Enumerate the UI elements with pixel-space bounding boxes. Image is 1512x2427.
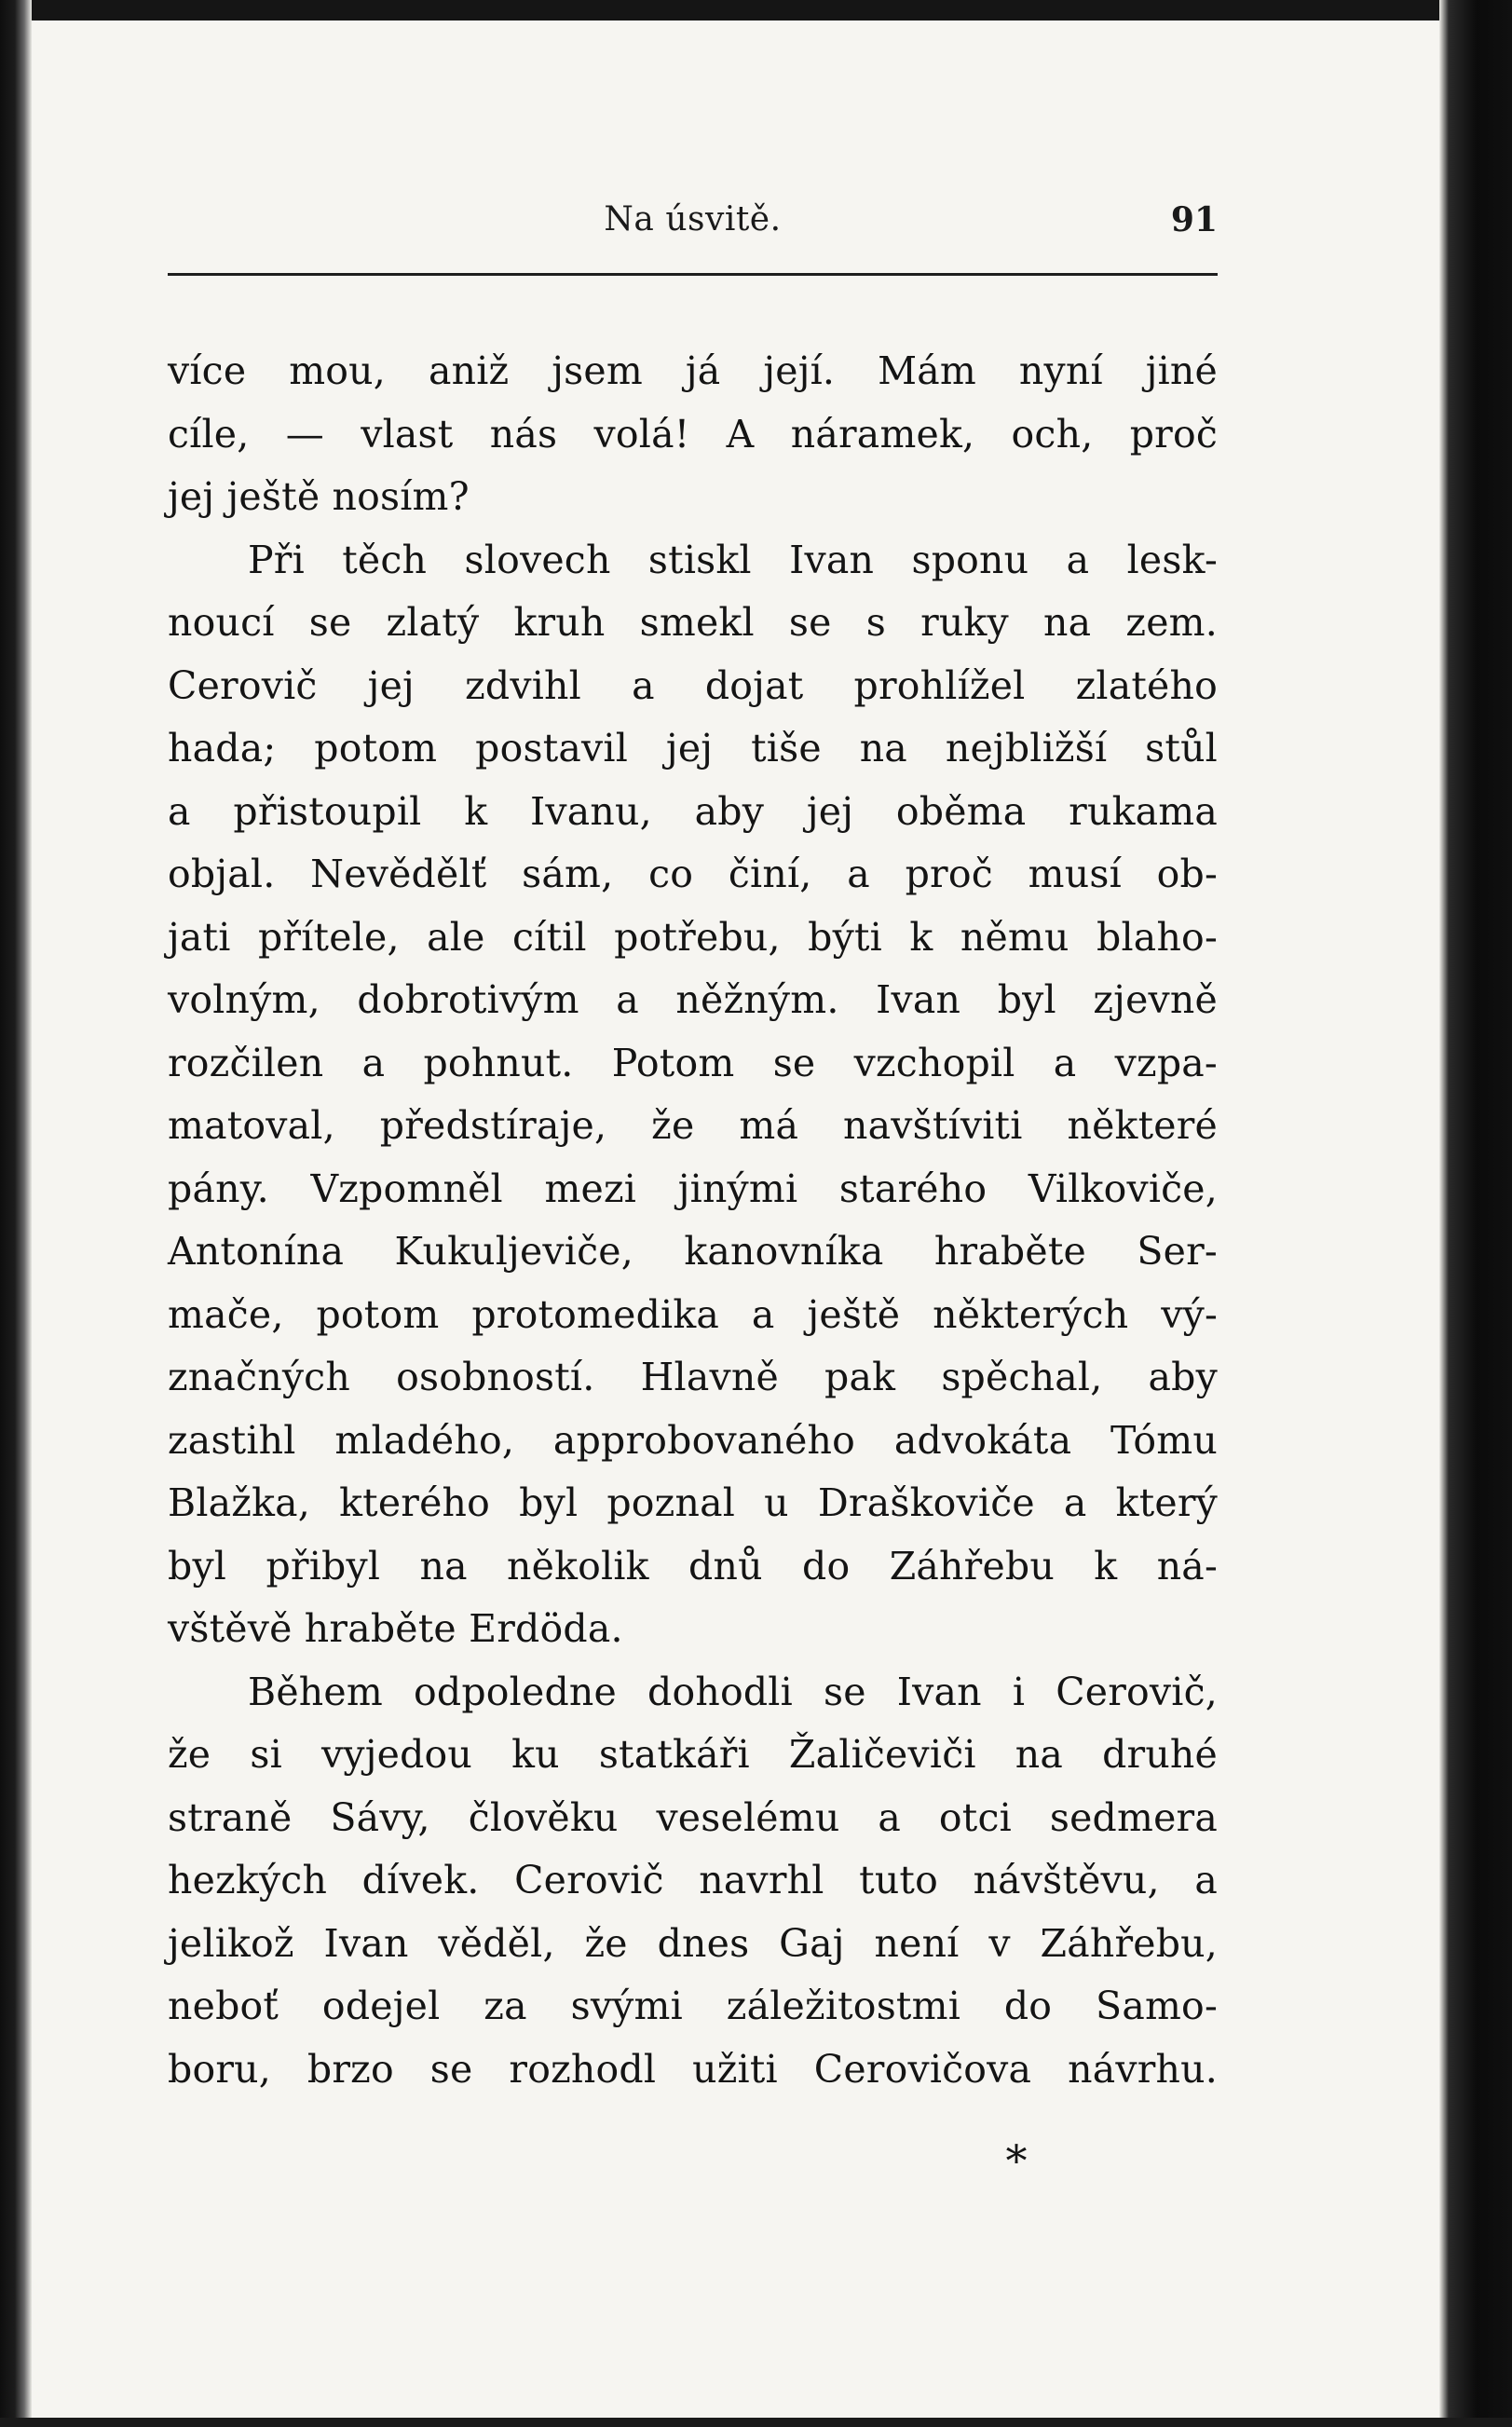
body-text [168, 340, 1218, 2101]
text-line: že si vyjedou ku statkáři Žaličeviči na druhé [168, 1732, 1218, 1777]
text-line: pány. Vzpomněl mezi jinými starého Vilkoviče, [168, 1166, 1218, 1211]
text-line: noucí se zlatý kruh smekl se s ruky na zem. [168, 600, 1218, 645]
text-line: hada; potom postavil jej tiše na nejbližší stůl [168, 726, 1218, 770]
text-line: boru, brzo se rozhodl užiti Cerovičova návrhu. [168, 2046, 1218, 2092]
text-line: Blažka, kterého byl poznal u Draškoviče a který [168, 1480, 1218, 1525]
text-line: jati přítele, ale cítil potřebu, býti k němu blaho- [168, 914, 1218, 960]
text-line: značných osobností. Hlavně pak spěchal, aby [168, 1355, 1218, 1399]
scan-left-edge [0, 0, 32, 2427]
text-line: vštěvě hraběte Erdöda. [168, 1606, 623, 1651]
page-header [168, 191, 1218, 256]
text-line: Cerovič jej zdvihl a dojat prohlížel zlatého [168, 662, 1218, 708]
header-rule [168, 273, 1218, 276]
text-line: Antonína Kukuljeviče, kanovníka hraběte Ser- [168, 1229, 1218, 1274]
text-line: objal. Nevědělť sám, co činí, a proč musí ob- [168, 852, 1218, 896]
text-line: a přistoupil k Ivanu, aby jej oběma rukama [168, 788, 1218, 834]
scan-bottom-edge [0, 2418, 1512, 2427]
text-line: jelikož Ivan věděl, že dnes Gaj není v Záhřebu, [168, 1920, 1218, 1966]
text-line: jej ještě nosím? [168, 474, 470, 519]
running-title: Na úsvitě. [604, 200, 782, 239]
text-line: Během odpoledne dohodli se Ivan i Cerovič, [248, 1669, 1218, 1714]
page-number: 91 [1170, 200, 1218, 239]
text-line: neboť odejel za svými záležitostmi do Samo- [168, 1984, 1218, 2028]
text-line: mače, potom protomedika a ještě některých vý- [168, 1291, 1218, 1337]
text-line: straně Sávy, člověku veselému a otci sedmera [168, 1794, 1218, 1840]
scan-right-edge [1439, 0, 1512, 2427]
text-line: zastihl mladého, approbovaného advokáta Tómu [168, 1417, 1218, 1463]
text-line: více mou, aniž jsem já její. Mám nyní jiné [168, 348, 1218, 393]
section-break-asterisk: * [1005, 2135, 1028, 2186]
text-line: byl přibyl na několik dnů do Záhřebu k ná- [168, 1543, 1218, 1588]
text-line: cíle, — vlast nás volá! A náramek, och, proč [168, 411, 1218, 457]
text-line: matoval, předstíraje, že má navštíviti některé [168, 1103, 1218, 1148]
text-line: rozčilen a pohnut. Potom se vzchopil a vzpa- [168, 1040, 1218, 1085]
scan-top-edge [0, 0, 1512, 20]
text-line: Při těch slovech stiskl Ivan sponu a lesk- [248, 537, 1218, 582]
text-line: hezkých dívek. Cerovič navrhl tuto návštěvu, a [168, 1858, 1218, 1902]
text-line: volným, dobrotivým a něžným. Ivan byl zjevně [168, 977, 1218, 1022]
